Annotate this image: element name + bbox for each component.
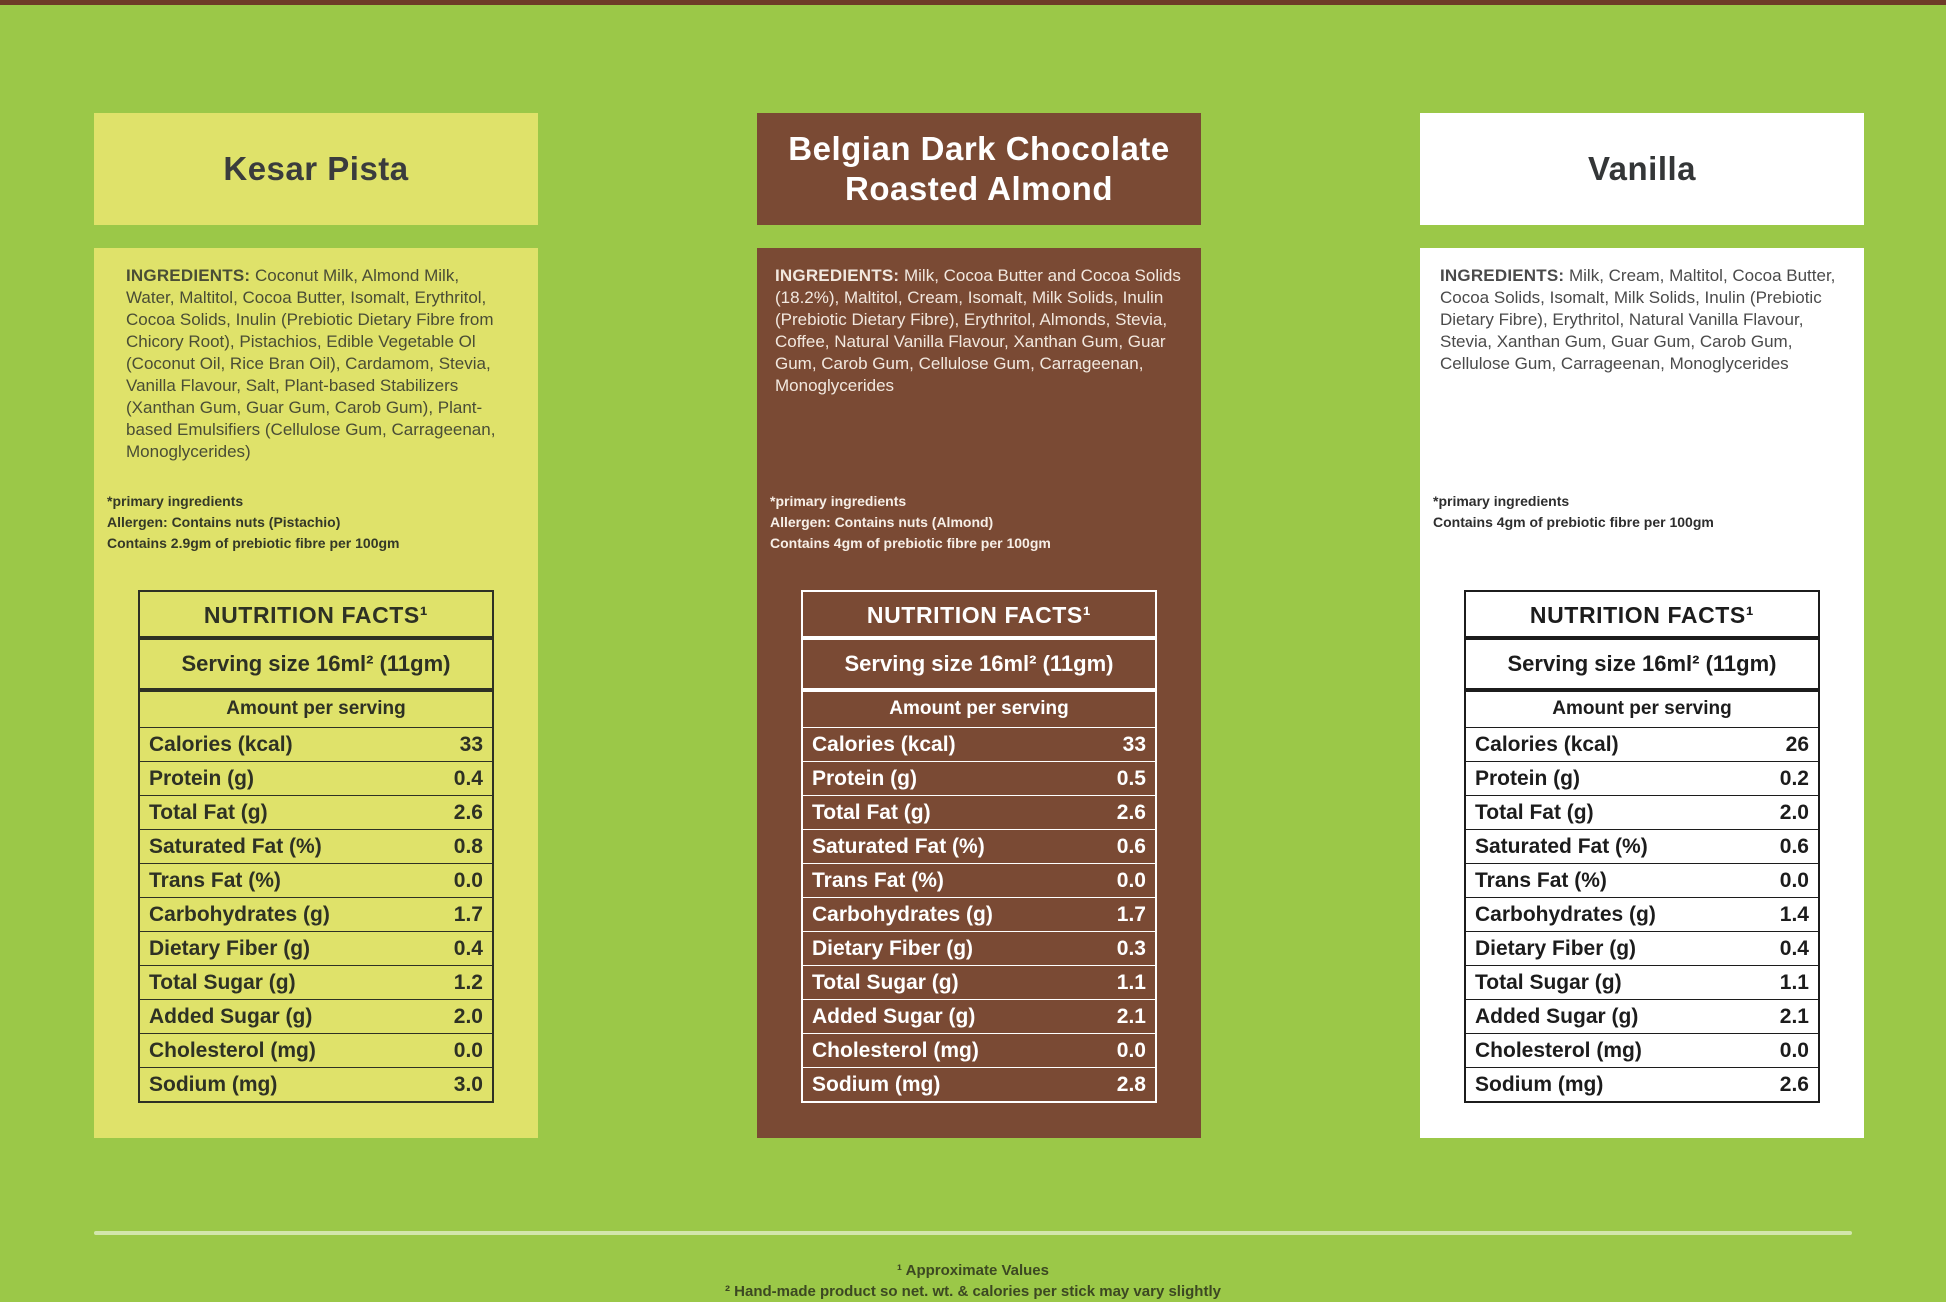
serving-size: Serving size 16ml² (11gm) xyxy=(1507,651,1777,676)
nutrient-label: Total Fat (g) xyxy=(812,801,931,824)
nutrition-row xyxy=(1466,727,1818,761)
ingredients-text: Milk, Cream, Maltitol, Cocoa Butter, Cocoa Solids, Isomalt, Milk Solids, Inulin (Prebiotic Dietary Fibre), Erythritol, Natural Vanilla Flavour, Stevia, Xanthan Gum, Guar Gum, Carob Gum, Cellulose Gum, Carrageenan, Monoglycerides xyxy=(1440,266,1836,373)
nutrient-label: Total Sugar (g) xyxy=(812,971,959,994)
nutrient-label: Dietary Fiber (g) xyxy=(149,937,311,960)
nutrient-value: 1.4 xyxy=(1779,903,1809,926)
panel-body xyxy=(1420,248,1864,1138)
nutrient-label: Sodium (mg) xyxy=(149,1073,278,1096)
nutrient-value: 1.1 xyxy=(1116,971,1146,994)
flavor-title: Belgian Dark Chocolate Roasted Almond xyxy=(788,130,1170,207)
nutrition-row xyxy=(803,1067,1155,1101)
nutrient-label: Trans Fat (%) xyxy=(812,869,944,892)
ingredients-text: Milk, Cocoa Butter and Cocoa Solids (18.2%), Maltitol, Cream, Isomalt, Milk Solids, Inulin (Prebiotic Dietary Fibre), Erythritol, Almonds, Stevia, Coffee, Natural Vanilla Flavour, Xanthan Gum, Guar Gum, Carob Gum, Cellulose Gum, Carrageenan, Monoglycerides xyxy=(775,266,1181,395)
panel-kesar-pista xyxy=(94,113,538,1138)
panel-body xyxy=(94,248,538,1138)
nutrient-label: Calories (kcal) xyxy=(149,733,293,756)
nutrition-row xyxy=(140,727,492,761)
amount-per-serving-header: Amount per serving xyxy=(889,698,1069,719)
nutrition-rows xyxy=(803,727,1155,1101)
nutrient-value: 2.8 xyxy=(1116,1073,1146,1096)
flavor-header xyxy=(757,113,1201,225)
nutrition-row xyxy=(803,1033,1155,1067)
nutrient-value: 0.6 xyxy=(1779,835,1809,858)
panel-belgian-dark-chocolate xyxy=(757,113,1201,1138)
nutrient-value: 0.0 xyxy=(1779,869,1809,892)
nutrition-row xyxy=(1466,897,1818,931)
nutrient-label: Added Sugar (g) xyxy=(1475,1005,1639,1028)
ingredients-text: Coconut Milk, Almond Milk, Water, Maltitol, Cocoa Butter, Isomalt, Erythritol, Cocoa Solids, Inulin (Prebiotic Dietary Fibre from Chicory Root), Pistachios, Edible Vegetable Ol (Coconut Oil, Rice Bran Oil), Cardamom, Stevia, Vanilla Flavour, Salt, Plant-based Stabilizers (Xanthan Gum, Guar Gum, Carob Gum), Plant-based Emulsifiers (Cellulose Gum, Carrageenan, Monoglycerides) xyxy=(126,266,496,461)
nutrient-label: Saturated Fat (%) xyxy=(149,835,322,858)
nutrition-rows xyxy=(140,727,492,1101)
nutrition-facts-table xyxy=(138,590,494,1103)
nutrient-label: Cholesterol (mg) xyxy=(149,1039,316,1062)
note-line: Allergen: Contains nuts (Almond) xyxy=(770,514,994,530)
ingredients-paragraph xyxy=(775,265,1183,491)
nutrition-facts-table xyxy=(1464,590,1820,1103)
amount-per-serving-header: Amount per serving xyxy=(226,698,406,719)
nutrient-label: Cholesterol (mg) xyxy=(812,1039,979,1062)
note-line: *primary ingredients xyxy=(770,493,907,509)
nutrition-row xyxy=(140,1067,492,1101)
flavor-header xyxy=(94,113,538,225)
nutrition-row xyxy=(803,965,1155,999)
flavor-title: Kesar Pista xyxy=(223,150,409,187)
fine-print-notes xyxy=(1433,491,1851,590)
ingredients-label: INGREDIENTS: xyxy=(1440,266,1565,285)
note-line: Contains 2.9gm of prebiotic fibre per 100gm xyxy=(107,535,400,551)
nutrition-row xyxy=(1466,795,1818,829)
footnote-handmade: ² Hand-made product so net. wt. & calories per stick may vary slightly xyxy=(725,1283,1221,1300)
nutrient-value: 33 xyxy=(1122,733,1146,756)
nutrition-facts-title: NUTRITION FACTS¹ xyxy=(866,602,1092,628)
footnote-approximate-values: ¹ Approximate Values xyxy=(897,1262,1049,1279)
footer-divider xyxy=(94,1231,1852,1235)
nutrition-facts-title: NUTRITION FACTS¹ xyxy=(1529,602,1755,628)
ingredients-label: INGREDIENTS: xyxy=(775,266,900,285)
nutrition-facts-table xyxy=(801,590,1157,1103)
nutrient-value: 1.7 xyxy=(453,903,483,926)
nutrient-label: Dietary Fiber (g) xyxy=(812,937,974,960)
nutrition-rows xyxy=(1466,727,1818,1101)
nutrient-value: 26 xyxy=(1785,733,1809,756)
nutrient-label: Trans Fat (%) xyxy=(149,869,281,892)
nutrition-row xyxy=(1466,863,1818,897)
nutrient-label: Protein (g) xyxy=(812,767,917,790)
note-line: Allergen: Contains nuts (Pistachio) xyxy=(107,514,341,530)
nutrient-label: Trans Fat (%) xyxy=(1475,869,1607,892)
nutrient-label: Total Fat (g) xyxy=(149,801,268,824)
nutrient-value: 2.6 xyxy=(1116,801,1146,824)
serving-size: Serving size 16ml² (11gm) xyxy=(844,651,1114,676)
flavor-panels xyxy=(0,113,1946,1138)
flavor-header xyxy=(1420,113,1864,225)
nutrition-row xyxy=(1466,965,1818,999)
nutrient-value: 3.0 xyxy=(453,1073,483,1096)
fine-print-notes xyxy=(770,491,1188,590)
ingredients-paragraph xyxy=(126,265,506,491)
nutrient-value: 0.3 xyxy=(1116,937,1146,960)
panel-body xyxy=(757,248,1201,1138)
nutrient-label: Carbohydrates (g) xyxy=(812,903,993,926)
nutrient-value: 2.1 xyxy=(1116,1005,1146,1028)
nutrition-row xyxy=(140,829,492,863)
nutrient-label: Total Fat (g) xyxy=(1475,801,1594,824)
nutrition-row xyxy=(803,897,1155,931)
nutrient-value: 33 xyxy=(459,733,483,756)
nutrient-value: 0.0 xyxy=(1116,869,1146,892)
nutrient-label: Cholesterol (mg) xyxy=(1475,1039,1642,1062)
note-line: Contains 4gm of prebiotic fibre per 100gm xyxy=(770,535,1051,551)
nutrition-row xyxy=(140,931,492,965)
nutrition-row xyxy=(140,897,492,931)
nutrient-value: 0.4 xyxy=(453,937,483,960)
nutrient-value: 2.0 xyxy=(453,1005,483,1028)
note-line: Contains 4gm of prebiotic fibre per 100gm xyxy=(1433,514,1714,530)
nutrition-row xyxy=(1466,761,1818,795)
ingredients-paragraph xyxy=(1440,265,1844,491)
nutrient-label: Added Sugar (g) xyxy=(149,1005,313,1028)
ingredients-label: INGREDIENTS: xyxy=(126,266,251,285)
note-line: *primary ingredients xyxy=(107,493,244,509)
nutrition-row xyxy=(1466,829,1818,863)
panel-vanilla xyxy=(1420,113,1864,1138)
fine-print-notes xyxy=(107,491,525,590)
nutrient-value: 0.6 xyxy=(1116,835,1146,858)
nutrient-value: 0.0 xyxy=(1116,1039,1146,1062)
nutrient-label: Saturated Fat (%) xyxy=(812,835,985,858)
nutrition-row xyxy=(1466,931,1818,965)
nutrition-row xyxy=(803,863,1155,897)
nutrient-value: 0.4 xyxy=(1779,937,1809,960)
nutrition-row xyxy=(140,795,492,829)
nutrition-row xyxy=(1466,999,1818,1033)
nutrient-label: Sodium (mg) xyxy=(812,1073,941,1096)
nutrient-value: 1.7 xyxy=(1116,903,1146,926)
nutrient-value: 0.2 xyxy=(1779,767,1809,790)
nutrition-row xyxy=(1466,1067,1818,1101)
nutrition-row xyxy=(803,931,1155,965)
nutrient-value: 1.1 xyxy=(1779,971,1809,994)
nutrition-facts-title: NUTRITION FACTS¹ xyxy=(203,602,429,628)
nutrition-row xyxy=(140,1033,492,1067)
amount-per-serving-header: Amount per serving xyxy=(1552,698,1732,719)
nutrient-value: 0.5 xyxy=(1116,767,1146,790)
nutrition-row xyxy=(803,829,1155,863)
nutrition-row xyxy=(140,863,492,897)
nutrient-value: 0.0 xyxy=(453,869,483,892)
nutrient-label: Protein (g) xyxy=(149,767,254,790)
nutrient-label: Calories (kcal) xyxy=(812,733,956,756)
nutrient-value: 2.1 xyxy=(1779,1005,1809,1028)
nutrient-label: Carbohydrates (g) xyxy=(1475,903,1656,926)
nutrition-row xyxy=(803,727,1155,761)
note-line: *primary ingredients xyxy=(1433,493,1570,509)
nutrient-label: Calories (kcal) xyxy=(1475,733,1619,756)
nutrient-label: Protein (g) xyxy=(1475,767,1580,790)
nutrition-row xyxy=(140,761,492,795)
nutrient-label: Total Sugar (g) xyxy=(1475,971,1622,994)
nutrient-label: Carbohydrates (g) xyxy=(149,903,330,926)
top-accent-bar xyxy=(0,0,1946,5)
nutrient-label: Sodium (mg) xyxy=(1475,1073,1604,1096)
nutrient-value: 0.4 xyxy=(453,767,483,790)
nutrition-row xyxy=(1466,1033,1818,1067)
nutrient-value: 2.6 xyxy=(453,801,483,824)
nutrient-label: Saturated Fat (%) xyxy=(1475,835,1648,858)
nutrition-row xyxy=(803,761,1155,795)
nutrient-value: 2.6 xyxy=(1779,1073,1809,1096)
nutrition-row xyxy=(803,795,1155,829)
nutrition-row xyxy=(803,999,1155,1033)
nutrient-label: Dietary Fiber (g) xyxy=(1475,937,1637,960)
nutrient-value: 1.2 xyxy=(453,971,483,994)
nutrient-value: 0.8 xyxy=(453,835,483,858)
footer xyxy=(0,1231,1946,1302)
nutrient-value: 2.0 xyxy=(1779,801,1809,824)
nutrition-row xyxy=(140,965,492,999)
serving-size: Serving size 16ml² (11gm) xyxy=(181,651,451,676)
nutrient-label: Total Sugar (g) xyxy=(149,971,296,994)
nutrient-value: 0.0 xyxy=(1779,1039,1809,1062)
nutrition-row xyxy=(140,999,492,1033)
nutrient-value: 0.0 xyxy=(453,1039,483,1062)
flavor-title: Vanilla xyxy=(1587,150,1697,187)
nutrient-label: Added Sugar (g) xyxy=(812,1005,976,1028)
